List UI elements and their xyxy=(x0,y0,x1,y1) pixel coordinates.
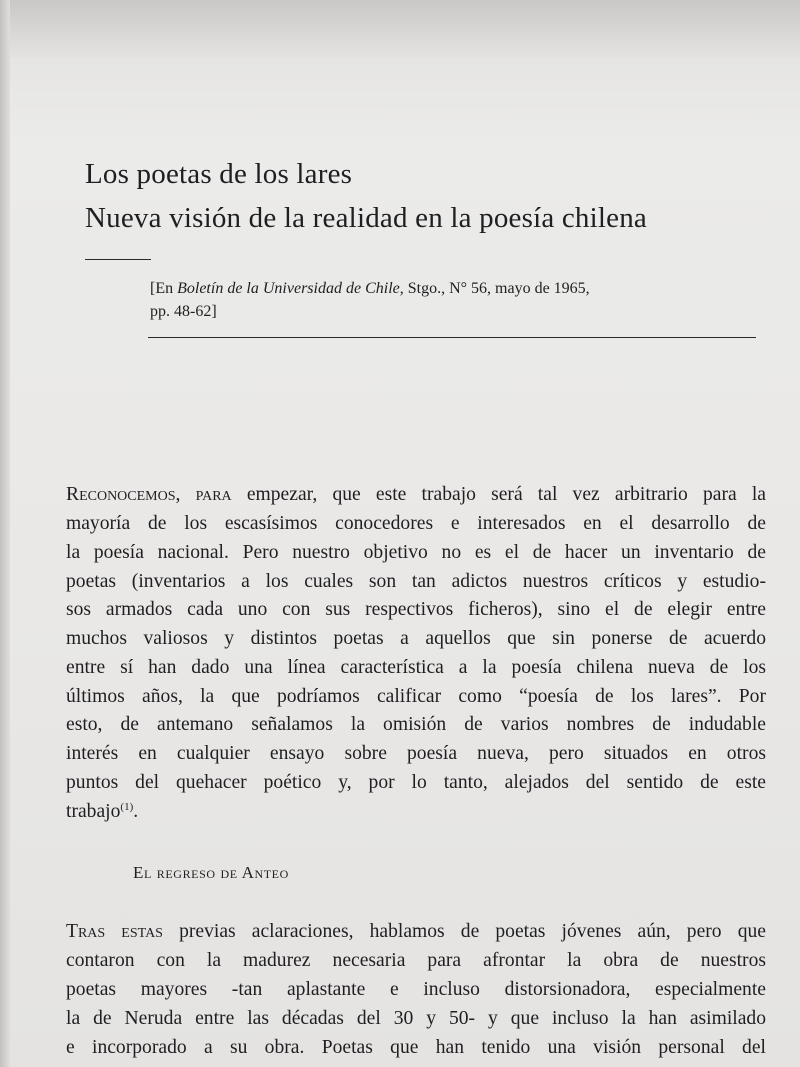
paragraph-1-line xyxy=(66,482,766,508)
paragraph-2-line: poetas mayores -tan aplastante e incluso distorsionadora, especialmente xyxy=(66,979,766,1000)
source-note xyxy=(150,277,710,323)
paragraph-2-lead: Tras estas xyxy=(66,921,163,942)
page-left-shadow xyxy=(0,0,10,1067)
paragraph-1-line: poetas (inventarios a los cuales son tan adictos nuestros críticos y estudio- xyxy=(66,571,766,592)
paragraph-1-last-line xyxy=(66,799,766,825)
title-rule xyxy=(85,259,151,260)
source-rule xyxy=(148,337,756,338)
paragraph-1-line: puntos del quehacer poético y, por lo tanto, alejados del sentido de este xyxy=(66,772,766,793)
source-prefix: [En xyxy=(150,280,178,297)
footnote-marker: (1) xyxy=(120,801,134,813)
paragraph-2-line: e incorporado a su obra. Poetas que han tenido una visión personal del xyxy=(66,1037,766,1058)
paragraph-2-first-line-rest: previas aclaraciones, hablamos de poetas jóvenes aún, pero que xyxy=(162,921,766,942)
paragraph-1-line: sos armados cada uno con sus respectivos ficheros), sino el de elegir entre xyxy=(66,599,766,620)
paragraph-1-last-word: trabajo xyxy=(66,801,121,822)
paragraph-1-end-punct: . xyxy=(133,801,139,822)
paragraph-2-line xyxy=(66,919,766,945)
article-subtitle: Nueva visión de la realidad en la poesía chilena xyxy=(85,202,647,234)
paragraph-1-line: muchos valiosos y distintos poetas a aquellos que sin ponerse de acuerdo xyxy=(66,628,766,649)
paragraph-1-line: últimos años, la que podríamos calificar como “poesía de los lares”. Por xyxy=(66,686,766,707)
paragraph-1-lead: Reconocemos, para xyxy=(66,484,232,505)
page-top-shadow xyxy=(0,0,800,58)
paragraph-2-line: contaron con la madurez necesaria para afrontar la obra de nuestros xyxy=(66,950,766,971)
paragraph-1-line: mayoría de los escasísimos conocedores e interesados en el desarrollo de xyxy=(66,513,766,534)
source-journal: Boletín de la Universidad de Chile xyxy=(177,280,400,297)
source-pages: pp. 48-62] xyxy=(150,303,217,320)
paragraph-1-line: la poesía nacional. Pero nuestro objetivo no es el de hacer un inventario de xyxy=(66,542,766,563)
section-heading-text: El regreso de Anteo xyxy=(133,863,289,882)
paragraph-1-line: interés en cualquier ensayo sobre poesía nueva, pero situados en otros xyxy=(66,743,766,764)
section-heading xyxy=(133,863,289,883)
paragraph-1-line: esto, de antemano señalamos la omisión de varios nombres de indudable xyxy=(66,714,766,735)
paragraph-1-line: entre sí han dado una línea característica a la poesía chilena nueva de los xyxy=(66,657,766,678)
article-title: Los poetas de los lares xyxy=(85,158,353,190)
paragraph-2-line: la de Neruda entre las décadas del 30 y 50- y que incluso la han asimilado xyxy=(66,1008,766,1029)
source-details: , Stgo., N° 56, mayo de 1965, xyxy=(399,280,590,297)
paragraph-1-first-line-rest: empezar, que este trabajo será tal vez arbitrario para la xyxy=(231,484,766,505)
